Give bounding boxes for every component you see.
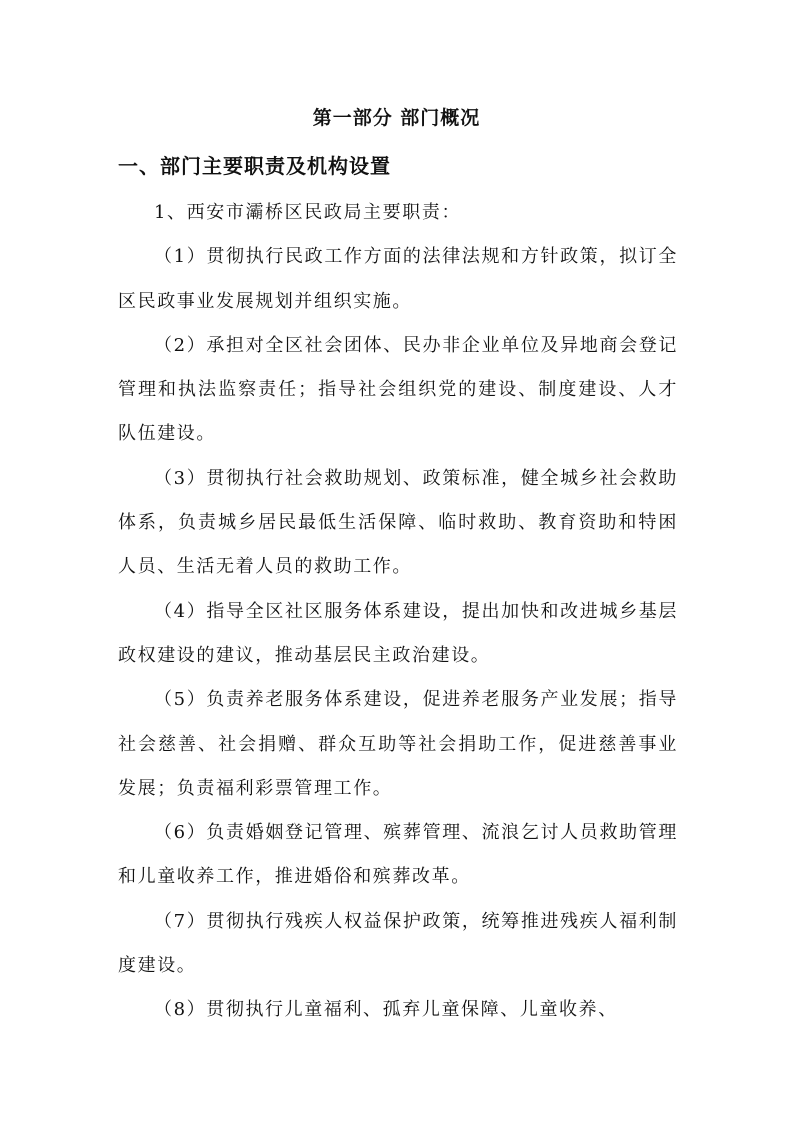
paragraph-duty-2: （2）承担对全区社会团体、民办非企业单位及异地商会登记管理和执法监察责任；指导社会组织党的建设、制度建设、人才队伍建设。 <box>118 334 678 445</box>
paragraph-duty-4: （4）指导全区社区服务体系建设，提出加快和改进城乡基层政权建设的建议，推动基层民主政治建设。 <box>118 600 678 666</box>
section-heading: 一、部门主要职责及机构设置 <box>118 154 391 178</box>
body-text <box>118 191 678 1033</box>
paragraph-duty-8: （8）贯彻执行儿童福利、孤弃儿童保障、儿童收养、 <box>154 999 618 1021</box>
paragraph-duty-6: （6）负责婚姻登记管理、殡葬管理、流浪乞讨人员救助管理和儿童收养工作，推进婚俗和殡葬改革。 <box>118 822 678 888</box>
paragraph-duty-1: （1）贯彻执行民政工作方面的法律法规和方针政策，拟订全区民政事业发展规划并组织实施。 <box>118 246 678 312</box>
paragraph-duty-3: （3）贯彻执行社会救助规划、政策标准，健全城乡社会救助体系，负责城乡居民最低生活保障、临时救助、教育资助和特困人员、生活无着人员的救助工作。 <box>118 467 678 578</box>
part-title: 第一部分 部门概况 <box>312 107 481 129</box>
paragraph-duty-7: （7）贯彻执行残疾人权益保护政策，统筹推进残疾人福利制度建设。 <box>118 910 678 977</box>
paragraph-intro: 1、西安市灞桥区民政局主要职责： <box>154 202 462 223</box>
paragraph-duty-5: （5）负责养老服务体系建设，促进养老服务产业发展；指导社会慈善、社会捐赠、群众互助等社会捐助工作，促进慈善事业发展；负责福利彩票管理工作。 <box>118 689 678 799</box>
